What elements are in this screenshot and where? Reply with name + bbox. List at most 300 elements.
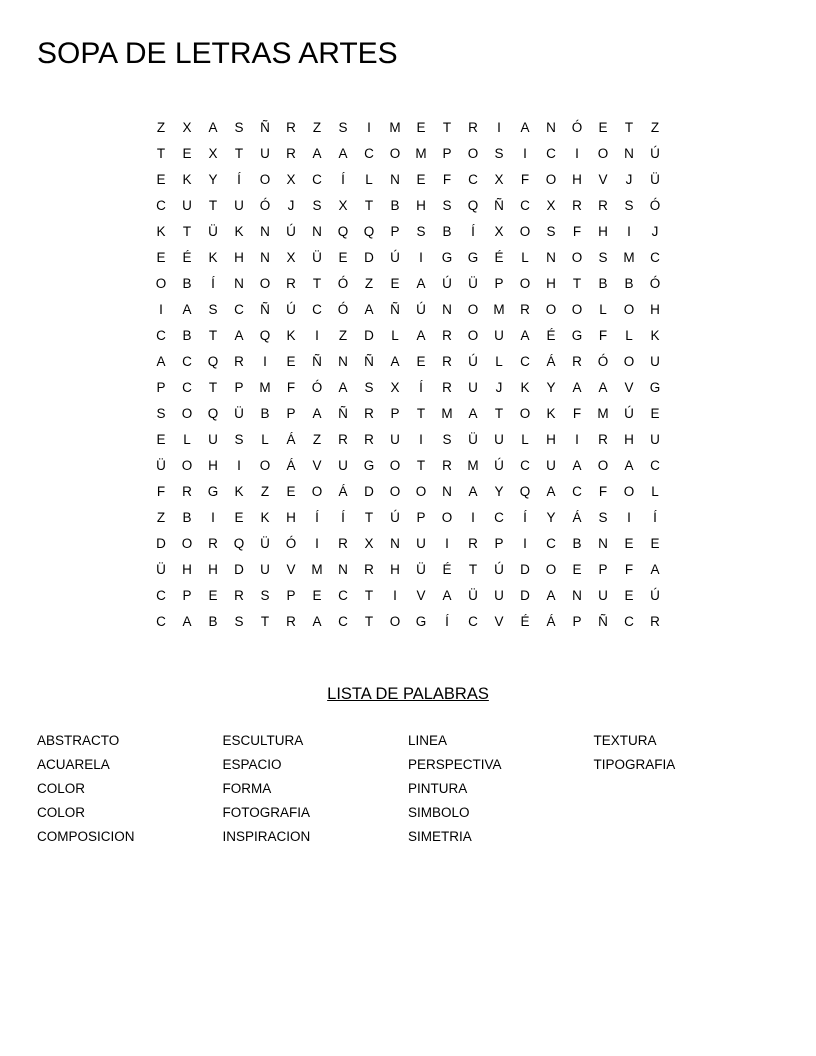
word-list-item: PINTURA bbox=[408, 781, 468, 796]
grid-letter: O bbox=[467, 302, 479, 317]
grid-letter: V bbox=[598, 172, 608, 187]
grid-letter: P bbox=[182, 588, 192, 603]
grid-letter: A bbox=[156, 354, 166, 369]
grid-letter: I bbox=[211, 510, 215, 525]
grid-letter: E bbox=[338, 250, 348, 265]
grid-letter: P bbox=[494, 276, 504, 291]
grid-letter: É bbox=[494, 250, 504, 265]
grid-letter: O bbox=[519, 406, 531, 421]
grid-letter: O bbox=[181, 536, 193, 551]
grid-letter: E bbox=[598, 120, 608, 135]
grid-letter: P bbox=[494, 536, 504, 551]
grid-letter: T bbox=[494, 406, 504, 421]
grid-letter: P bbox=[598, 562, 608, 577]
grid-letter: X bbox=[546, 198, 556, 213]
grid-letter: Y bbox=[546, 380, 556, 395]
grid-letter: Í bbox=[237, 172, 241, 187]
grid-letter: I bbox=[315, 536, 319, 551]
grid-letter: I bbox=[315, 328, 319, 343]
grid-letter: M bbox=[493, 302, 505, 317]
grid-letter: Í bbox=[341, 510, 345, 525]
grid-letter: Ñ bbox=[260, 120, 270, 135]
grid-letter: I bbox=[627, 510, 631, 525]
word-list-column bbox=[594, 729, 780, 849]
grid-letter: X bbox=[494, 172, 504, 187]
grid-letter: S bbox=[208, 302, 218, 317]
grid-letter: Á bbox=[572, 510, 582, 525]
grid-letter: Ñ bbox=[390, 302, 400, 317]
grid-letter: Ó bbox=[259, 198, 271, 213]
grid-letter: S bbox=[234, 120, 244, 135]
grid-letter: T bbox=[208, 328, 218, 343]
grid-letter: É bbox=[546, 328, 556, 343]
grid-letter: N bbox=[546, 120, 556, 135]
grid-letter: T bbox=[572, 276, 582, 291]
grid-letter: H bbox=[208, 458, 218, 473]
grid-letter: Y bbox=[546, 510, 556, 525]
grid-letter: C bbox=[520, 354, 530, 369]
word-list-item: FOTOGRAFIA bbox=[222, 805, 311, 820]
grid-letter: U bbox=[260, 146, 270, 161]
grid-letter: A bbox=[416, 276, 426, 291]
word-list-item: ABSTRACTO bbox=[37, 733, 120, 748]
word-list-item: LINEA bbox=[408, 733, 448, 748]
grid-letter: Í bbox=[471, 224, 475, 239]
grid-letter: Ü bbox=[468, 588, 478, 603]
grid-letter: L bbox=[183, 432, 191, 447]
grid-letter: X bbox=[286, 172, 296, 187]
grid-letter: O bbox=[259, 276, 271, 291]
grid-letter: Á bbox=[338, 484, 348, 499]
grid-letter: Q bbox=[519, 484, 531, 499]
page-title: SOPA DE LETRAS ARTES bbox=[37, 37, 398, 70]
grid-letter: K bbox=[208, 250, 218, 265]
grid-letter: X bbox=[390, 380, 400, 395]
grid-letter: E bbox=[624, 536, 634, 551]
grid-letter: I bbox=[575, 432, 579, 447]
grid-letter: F bbox=[286, 380, 296, 395]
grid-letter: P bbox=[572, 614, 582, 629]
grid-letter: K bbox=[260, 510, 270, 525]
word-list-column bbox=[408, 729, 594, 849]
grid-letter: J bbox=[625, 172, 633, 187]
grid-letter: C bbox=[650, 250, 660, 265]
word-list-item: FORMA bbox=[222, 781, 272, 796]
grid-letter: K bbox=[156, 224, 166, 239]
grid-letter: D bbox=[520, 562, 530, 577]
grid-letter: X bbox=[182, 120, 192, 135]
grid-letter: L bbox=[599, 302, 607, 317]
grid-letter: Ó bbox=[337, 302, 349, 317]
grid-letter: L bbox=[625, 328, 633, 343]
grid-letter: A bbox=[416, 328, 426, 343]
grid-letter: C bbox=[156, 614, 166, 629]
grid-letter: Y bbox=[208, 172, 218, 187]
grid-letter: O bbox=[519, 224, 531, 239]
grid-letter: A bbox=[624, 458, 634, 473]
grid-letter: Ú bbox=[286, 224, 296, 239]
grid-letter: Í bbox=[445, 614, 449, 629]
grid-letter: V bbox=[416, 588, 426, 603]
grid-letter: A bbox=[442, 588, 452, 603]
grid-letter: T bbox=[156, 146, 166, 161]
grid-letter: T bbox=[234, 146, 244, 161]
grid-letter: E bbox=[312, 588, 322, 603]
grid-letter: Ü bbox=[650, 172, 660, 187]
grid-letter: A bbox=[312, 146, 322, 161]
grid-letter: L bbox=[365, 172, 373, 187]
grid-letter: Q bbox=[363, 224, 375, 239]
grid-letter: V bbox=[286, 562, 296, 577]
grid-letter: B bbox=[442, 224, 452, 239]
grid-row bbox=[148, 505, 668, 531]
grid-letter: T bbox=[442, 120, 452, 135]
word-list-item: ESCULTURA bbox=[222, 733, 304, 748]
grid-letter: A bbox=[468, 484, 478, 499]
grid-letter: A bbox=[520, 120, 530, 135]
grid-letter: O bbox=[441, 510, 453, 525]
grid-letter: P bbox=[286, 588, 296, 603]
grid-letter: C bbox=[468, 172, 478, 187]
grid-letter: H bbox=[546, 432, 556, 447]
grid-letter: D bbox=[520, 588, 530, 603]
grid-letter: H bbox=[546, 276, 556, 291]
word-list-item: COLOR bbox=[37, 781, 86, 796]
grid-letter: H bbox=[650, 302, 660, 317]
grid-row bbox=[148, 349, 668, 375]
word-list-heading bbox=[0, 685, 816, 704]
word-list-item: SIMETRIA bbox=[408, 829, 472, 844]
grid-letter: F bbox=[520, 172, 530, 187]
grid-letter: R bbox=[338, 432, 348, 447]
grid-letter: E bbox=[390, 276, 400, 291]
grid-letter: B bbox=[598, 276, 608, 291]
grid-letter: Q bbox=[337, 224, 349, 239]
grid-letter: C bbox=[520, 458, 530, 473]
grid-letter: Á bbox=[546, 614, 556, 629]
grid-letter: U bbox=[650, 354, 660, 369]
grid-letter: Ú bbox=[468, 354, 478, 369]
grid-letter: C bbox=[156, 328, 166, 343]
grid-letter: Ü bbox=[234, 406, 244, 421]
grid-letter: S bbox=[442, 198, 452, 213]
grid-row bbox=[148, 479, 668, 505]
grid-letter: U bbox=[234, 198, 244, 213]
grid-letter: T bbox=[364, 198, 374, 213]
word-list-item: PERSPECTIVA bbox=[408, 757, 502, 772]
grid-letter: E bbox=[650, 536, 660, 551]
grid-letter: C bbox=[364, 146, 374, 161]
grid-letter: J bbox=[651, 224, 659, 239]
grid-letter: Z bbox=[260, 484, 270, 499]
grid-letter: S bbox=[234, 432, 244, 447]
grid-letter: T bbox=[182, 224, 192, 239]
grid-letter: L bbox=[521, 432, 529, 447]
grid-letter: G bbox=[207, 484, 219, 499]
grid-letter: Ú bbox=[650, 588, 660, 603]
grid-letter: R bbox=[468, 536, 478, 551]
grid-letter: T bbox=[364, 614, 374, 629]
grid-letter: C bbox=[572, 484, 582, 499]
grid-letter: H bbox=[572, 172, 582, 187]
grid-letter: O bbox=[623, 354, 635, 369]
grid-letter: F bbox=[572, 406, 582, 421]
grid-letter: X bbox=[364, 536, 374, 551]
grid-letter: M bbox=[597, 406, 609, 421]
grid-letter: O bbox=[389, 614, 401, 629]
grid-letter: K bbox=[234, 484, 244, 499]
grid-row bbox=[148, 453, 668, 479]
grid-letter: C bbox=[312, 302, 322, 317]
grid-letter: Ü bbox=[156, 562, 166, 577]
grid-letter: Ó bbox=[571, 120, 583, 135]
grid-letter: R bbox=[286, 146, 296, 161]
grid-letter: Ü bbox=[312, 250, 322, 265]
grid-letter: Í bbox=[211, 276, 215, 291]
grid-letter: N bbox=[338, 562, 348, 577]
grid-letter: C bbox=[156, 198, 166, 213]
grid-letter: R bbox=[468, 120, 478, 135]
grid-letter: Z bbox=[312, 432, 322, 447]
word-list-item: TEXTURA bbox=[593, 733, 657, 748]
grid-letter: V bbox=[624, 380, 634, 395]
grid-letter: U bbox=[546, 458, 556, 473]
grid-letter: Ú bbox=[286, 302, 296, 317]
grid-letter: Ó bbox=[285, 536, 297, 551]
word-list bbox=[37, 729, 779, 849]
grid-row bbox=[148, 193, 668, 219]
grid-letter: C bbox=[494, 510, 504, 525]
grid-letter: Ó bbox=[337, 276, 349, 291]
grid-letter: C bbox=[234, 302, 244, 317]
grid-letter: K bbox=[182, 172, 192, 187]
grid-letter: V bbox=[312, 458, 322, 473]
grid-letter: R bbox=[572, 354, 582, 369]
grid-letter: T bbox=[312, 276, 322, 291]
grid-letter: U bbox=[416, 536, 426, 551]
grid-letter: D bbox=[364, 250, 374, 265]
grid-letter: E bbox=[286, 484, 296, 499]
grid-row bbox=[148, 141, 668, 167]
grid-letter: U bbox=[494, 588, 504, 603]
grid-letter: R bbox=[598, 432, 608, 447]
grid-letter: R bbox=[364, 562, 374, 577]
grid-letter: O bbox=[467, 328, 479, 343]
grid-letter: I bbox=[471, 510, 475, 525]
grid-letter: O bbox=[545, 302, 557, 317]
grid-letter: I bbox=[523, 536, 527, 551]
grid-letter: E bbox=[156, 172, 166, 187]
grid-row bbox=[148, 297, 668, 323]
grid-row bbox=[148, 609, 668, 635]
grid-letter: U bbox=[208, 432, 218, 447]
grid-letter: L bbox=[521, 250, 529, 265]
grid-letter: C bbox=[182, 354, 192, 369]
grid-letter: E bbox=[624, 588, 634, 603]
grid-letter: E bbox=[156, 432, 166, 447]
grid-letter: L bbox=[261, 432, 269, 447]
grid-letter: S bbox=[260, 588, 270, 603]
grid-letter: T bbox=[364, 510, 374, 525]
grid-letter: H bbox=[208, 562, 218, 577]
grid-letter: S bbox=[338, 120, 348, 135]
grid-letter: O bbox=[259, 458, 271, 473]
grid-letter: O bbox=[389, 146, 401, 161]
grid-letter: Í bbox=[419, 380, 423, 395]
grid-letter: X bbox=[286, 250, 296, 265]
grid-letter: M bbox=[389, 120, 401, 135]
grid-letter: A bbox=[364, 302, 374, 317]
grid-letter: R bbox=[338, 536, 348, 551]
grid-letter: R bbox=[520, 302, 530, 317]
grid-letter: U bbox=[338, 458, 348, 473]
grid-letter: P bbox=[442, 146, 452, 161]
grid-letter: I bbox=[419, 432, 423, 447]
grid-letter: U bbox=[390, 432, 400, 447]
grid-letter: A bbox=[338, 146, 348, 161]
grid-letter: D bbox=[364, 484, 374, 499]
grid-letter: T bbox=[416, 458, 426, 473]
grid-letter: N bbox=[234, 276, 244, 291]
grid-letter: D bbox=[156, 536, 166, 551]
grid-letter: H bbox=[390, 562, 400, 577]
grid-letter: R bbox=[182, 484, 192, 499]
grid-letter: R bbox=[442, 458, 452, 473]
grid-letter: M bbox=[441, 406, 453, 421]
grid-row bbox=[148, 271, 668, 297]
grid-letter: U bbox=[260, 562, 270, 577]
word-list-item: TIPOGRAFIA bbox=[593, 757, 676, 772]
grid-row bbox=[148, 401, 668, 427]
grid-letter: G bbox=[571, 328, 583, 343]
grid-letter: Ú bbox=[494, 562, 504, 577]
grid-letter: Q bbox=[207, 406, 219, 421]
grid-letter: N bbox=[390, 536, 400, 551]
grid-letter: Í bbox=[315, 510, 319, 525]
grid-letter: A bbox=[234, 328, 244, 343]
grid-letter: Ú bbox=[650, 146, 660, 161]
grid-letter: Ú bbox=[390, 510, 400, 525]
grid-letter: C bbox=[546, 536, 556, 551]
grid-letter: X bbox=[494, 224, 504, 239]
grid-letter: I bbox=[263, 354, 267, 369]
grid-letter: O bbox=[571, 250, 583, 265]
grid-letter: P bbox=[416, 510, 426, 525]
grid-letter: T bbox=[260, 614, 270, 629]
grid-letter: O bbox=[155, 276, 167, 291]
grid-letter: H bbox=[182, 562, 192, 577]
grid-letter: E bbox=[156, 250, 166, 265]
grid-letter: C bbox=[182, 380, 192, 395]
word-list-heading-text: LISTA DE PALABRAS bbox=[327, 685, 489, 703]
grid-letter: O bbox=[519, 276, 531, 291]
grid-letter: Ú bbox=[442, 276, 452, 291]
grid-letter: V bbox=[494, 614, 504, 629]
grid-letter: O bbox=[597, 458, 609, 473]
grid-letter: Í bbox=[523, 510, 527, 525]
grid-letter: I bbox=[445, 536, 449, 551]
grid-row bbox=[148, 531, 668, 557]
grid-letter: O bbox=[571, 302, 583, 317]
grid-letter: D bbox=[234, 562, 244, 577]
grid-letter: L bbox=[391, 328, 399, 343]
grid-letter: O bbox=[623, 484, 635, 499]
grid-letter: S bbox=[312, 198, 322, 213]
word-list-column bbox=[37, 729, 223, 849]
grid-letter: A bbox=[650, 562, 660, 577]
grid-letter: B bbox=[572, 536, 582, 551]
word-list-column bbox=[223, 729, 409, 849]
grid-letter: E bbox=[416, 354, 426, 369]
grid-letter: Ü bbox=[468, 276, 478, 291]
grid-row bbox=[148, 323, 668, 349]
grid-letter: R bbox=[286, 276, 296, 291]
grid-letter: T bbox=[416, 406, 426, 421]
grid-letter: F bbox=[624, 562, 634, 577]
grid-letter: A bbox=[390, 354, 400, 369]
grid-letter: K bbox=[546, 406, 556, 421]
grid-letter: K bbox=[286, 328, 296, 343]
grid-letter: Á bbox=[286, 432, 296, 447]
grid-letter: E bbox=[182, 146, 192, 161]
grid-letter: G bbox=[467, 250, 479, 265]
grid-letter: R bbox=[286, 120, 296, 135]
grid-letter: A bbox=[546, 484, 556, 499]
grid-letter: Q bbox=[259, 328, 271, 343]
grid-letter: Ü bbox=[468, 432, 478, 447]
grid-letter: Ü bbox=[208, 224, 218, 239]
grid-letter: M bbox=[467, 458, 479, 473]
grid-letter: C bbox=[468, 614, 478, 629]
grid-row bbox=[148, 115, 668, 141]
grid-letter: S bbox=[234, 614, 244, 629]
grid-letter: Z bbox=[338, 328, 348, 343]
grid-letter: I bbox=[367, 120, 371, 135]
grid-letter: O bbox=[597, 146, 609, 161]
grid-letter: H bbox=[598, 224, 608, 239]
grid-letter: U bbox=[598, 588, 608, 603]
grid-letter: I bbox=[393, 588, 397, 603]
grid-letter: U bbox=[650, 432, 660, 447]
grid-letter: F bbox=[598, 328, 608, 343]
grid-letter: Á bbox=[546, 354, 556, 369]
grid-letter: A bbox=[312, 406, 322, 421]
grid-letter: H bbox=[234, 250, 244, 265]
grid-letter: F bbox=[442, 172, 452, 187]
grid-letter: Z bbox=[156, 510, 166, 525]
grid-letter: N bbox=[572, 588, 582, 603]
grid-letter: I bbox=[523, 146, 527, 161]
grid-letter: N bbox=[260, 250, 270, 265]
grid-letter: E bbox=[286, 354, 296, 369]
grid-row bbox=[148, 427, 668, 453]
grid-letter: E bbox=[208, 588, 218, 603]
grid-letter: M bbox=[259, 380, 271, 395]
grid-letter: O bbox=[545, 562, 557, 577]
grid-letter: S bbox=[442, 432, 452, 447]
grid-letter: Y bbox=[494, 484, 504, 499]
grid-letter: Z bbox=[364, 276, 374, 291]
grid-letter: Ó bbox=[649, 276, 661, 291]
grid-row bbox=[148, 583, 668, 609]
grid-letter: O bbox=[311, 484, 323, 499]
grid-letter: A bbox=[182, 302, 192, 317]
grid-letter: Z bbox=[650, 120, 660, 135]
grid-letter: C bbox=[624, 614, 634, 629]
grid-letter: R bbox=[442, 328, 452, 343]
grid-letter: Á bbox=[286, 458, 296, 473]
grid-letter: F bbox=[156, 484, 166, 499]
